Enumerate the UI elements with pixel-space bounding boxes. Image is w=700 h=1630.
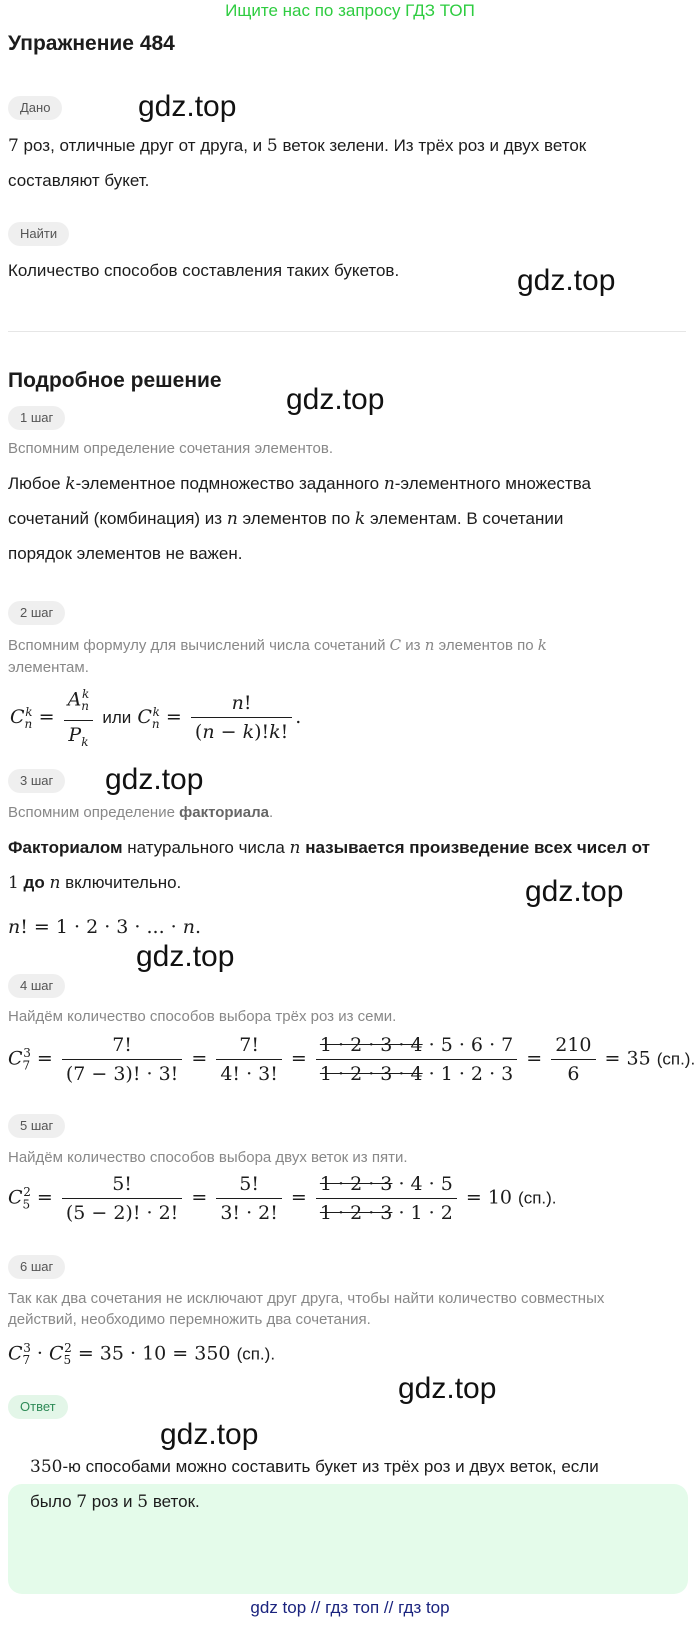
step-1-note: Вспомним определение сочетания элементов.: [8, 440, 333, 457]
step-4-note: Найдём количество способов выбора трёх роз из семи.: [8, 1008, 397, 1025]
watermark: gdz.top: [398, 1372, 497, 1405]
step-6-badge: 6 шаг: [8, 1255, 65, 1279]
step-4-calculation: $C_7^3$ = $\frac{7!}{(7 - 3)! \cdot 3!}$ = $\frac{7!}{4! \cdot 3!}$ = $\frac{1 \cdot 2 \cdot 3 \cdot 4 \cdot 5 \cdot 6 \cdot 7}{1 \cdot 2 \cdot 3 \cdot 4 \cdot 1 \cdot 2 \cdot 3}$ = $\frac{210}{6}$ = 35 (сп.).: [8, 1034, 696, 1085]
step-4-badge: 4 шаг: [8, 974, 65, 998]
step-5-calculation: $C_5^2$ = $\frac{5!}{(5 - 2)! \cdot 2!}$ = $\frac{5!}{3! \cdot 2!}$ = $\frac{1 \cdot 2 \cdot 3 \cdot 4 \cdot 5}{1 \cdot 2 \cdot 3 \cdot 1 \cdot 2}$ = 10 (сп.).: [8, 1173, 557, 1224]
top-search-link[interactable]: Ищите нас по запросу ГДЗ ТОП: [225, 1, 475, 20]
given-text-line-1: 7 роз, отличные друг от друга, и 5 веток зелени. Из трёх роз и двух веток: [8, 136, 587, 156]
watermark: gdz.top: [525, 875, 624, 908]
watermark: gdz.top: [138, 90, 237, 123]
step-5-unit: (сп.).: [518, 1188, 557, 1208]
watermark: gdz.top: [286, 383, 385, 416]
solution-heading: Подробное решение: [8, 369, 222, 392]
find-text: Количество способов составления таких букетов.: [8, 261, 400, 280]
step-3-badge: 3 шаг: [8, 769, 65, 793]
step-6-note-1: Так как два сочетания не исключают друг друга, чтобы найти количество совместных: [8, 1290, 605, 1307]
watermark: gdz.top: [105, 763, 204, 796]
watermark: gdz.top: [160, 1418, 259, 1451]
step-5-badge: 5 шаг: [8, 1114, 65, 1138]
step-2-badge: 2 шаг: [8, 601, 65, 625]
answer-badge: Ответ: [8, 1395, 68, 1419]
find-badge: Найти: [8, 222, 69, 246]
watermark: gdz.top: [517, 264, 616, 297]
step-6-calculation: $C_7^3 \cdot C_5^2 = 35 \cdot 10 = 350$ (сп.).: [8, 1341, 276, 1368]
step-2-note-line-2: элементам.: [8, 659, 89, 676]
answer-line-1: 350-ю способами можно составить букет из трёх роз и двух веток, если: [30, 1457, 599, 1477]
factorial-formula: n! = 1 · 2 · 3 · ... · n.: [8, 916, 202, 938]
step-2-note: Вспомним формулу для вычислений числа сочетаний C из n элементов по k: [8, 636, 547, 654]
step-1-line-2: сочетаний (комбинация) из n элементов по k элементам. В сочетании: [8, 509, 564, 529]
watermark: gdz.top: [136, 940, 235, 973]
step-1-line-3: порядок элементов не важен.: [8, 544, 243, 563]
divider: [8, 331, 686, 332]
given-text-line-2: составляют букет.: [8, 171, 150, 190]
or-word: или: [102, 707, 132, 727]
step-3-line-1: Факториалом натурального числа n называется произведение всех чисел от: [8, 838, 650, 858]
step-3-line-2: 1 до n включительно.: [8, 873, 182, 893]
step-6-note-2: действий, необходимо перемножить два сочетания.: [8, 1311, 371, 1328]
step-6-unit: (сп.).: [236, 1344, 276, 1364]
footer-links[interactable]: gdz top // гдз топ // гдз top: [250, 1598, 450, 1617]
step-4-unit: (сп.).: [656, 1049, 696, 1069]
step-1-line-1: Любое k-элементное подмножество заданного n-элементного множества: [8, 474, 592, 494]
step-5-note: Найдём количество способов выбора двух веток из пяти.: [8, 1149, 408, 1166]
step-1-badge: 1 шаг: [8, 406, 65, 430]
answer-line-2: было 7 роз и 5 веток.: [30, 1492, 200, 1512]
given-badge: Дано: [8, 96, 62, 120]
page-title: Упражнение 484: [8, 32, 175, 55]
step-3-note: Вспомним определение факториала.: [8, 804, 274, 821]
combination-formula: $C_n^k$ = $\frac{A_n^k}{P_k}$ или $C_n^k$ = $\frac{n!}{(n - k)!k!}$ .: [10, 682, 301, 754]
